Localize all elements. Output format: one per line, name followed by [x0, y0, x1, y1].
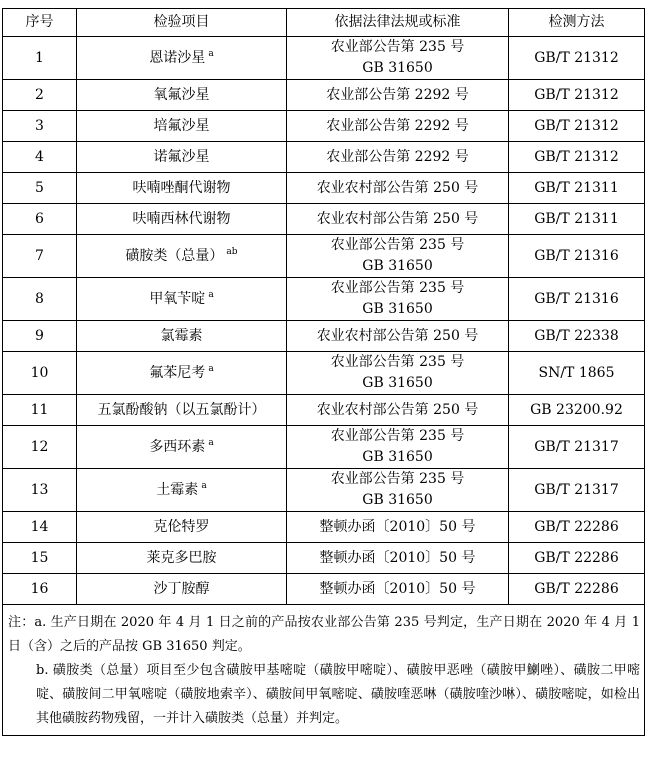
table-row — [3, 321, 645, 352]
table-row — [3, 111, 645, 142]
inspection-item-cell — [77, 426, 287, 469]
test-method-cell: GB/T 22286 — [509, 574, 645, 605]
header-legal-basis: 依据法律法规或标准 — [287, 9, 509, 37]
serial-number-cell: 14 — [3, 512, 77, 543]
footnote-marker: a — [208, 437, 214, 448]
table-row — [3, 37, 645, 80]
legal-basis-line: 农业农村部公告第 250 号 — [316, 401, 479, 418]
inspection-items-document — [2, 8, 644, 736]
legal-basis-line: GB 31650 — [362, 301, 433, 317]
inspection-item-cell — [77, 543, 287, 574]
inspection-item-cell — [77, 352, 287, 395]
test-method-cell: GB/T 21316 — [509, 235, 645, 278]
inspection-item-name: 多西环素 — [149, 438, 206, 455]
legal-basis-cell — [287, 204, 509, 235]
inspection-item-name: 氧氟沙星 — [153, 86, 210, 103]
serial-number-cell: 4 — [3, 142, 77, 173]
footnote-a: 注：a. 生产日期在 2020 年 4 月 1 日之前的产品按农业部公告第 235 号判定，生产日期在 2020 年 4 月 1 日（含）之后的产品按 GB 31650 判定。 — [8, 615, 640, 654]
serial-number-cell: 9 — [3, 321, 77, 352]
table-header-row — [3, 9, 645, 37]
table-row — [3, 512, 645, 543]
header-serial-number: 序号 — [3, 9, 77, 37]
inspection-item-name: 呋喃唑酮代谢物 — [132, 179, 231, 196]
test-method-cell: GB/T 21312 — [509, 111, 645, 142]
serial-number-cell: 6 — [3, 204, 77, 235]
inspection-item-cell — [77, 469, 287, 512]
serial-number-cell: 7 — [3, 235, 77, 278]
legal-basis-line: 整顿办函〔2010〕50 号 — [319, 518, 476, 535]
legal-basis-line: 农业部公告第 235 号 — [330, 280, 465, 296]
inspection-item-name: 五氯酚酸钠（以五氯酚计） — [97, 401, 266, 418]
inspection-item-name: 甲氧苄啶 — [149, 290, 206, 307]
table-row — [3, 204, 645, 235]
legal-basis-line: GB 31650 — [362, 492, 433, 508]
footnote-marker: a — [208, 363, 214, 374]
legal-basis-line: 农业部公告第 2292 号 — [326, 86, 469, 103]
inspection-item-cell — [77, 512, 287, 543]
footnote-marker: a — [208, 48, 214, 59]
inspection-item-name: 呋喃西林代谢物 — [132, 210, 231, 227]
table-row — [3, 352, 645, 395]
legal-basis-cell — [287, 321, 509, 352]
table-row — [3, 395, 645, 426]
table-row — [3, 426, 645, 469]
header-test-method: 检测方法 — [509, 9, 645, 37]
legal-basis-cell — [287, 173, 509, 204]
test-method-cell: GB/T 21312 — [509, 80, 645, 111]
legal-basis-line: 农业部公告第 235 号 — [330, 428, 465, 444]
legal-basis-line: 农业部公告第 2292 号 — [326, 148, 469, 165]
serial-number-cell: 15 — [3, 543, 77, 574]
legal-basis-line: 农业部公告第 235 号 — [330, 471, 465, 487]
inspection-item-name: 土霉素 — [156, 481, 199, 498]
inspection-item-cell — [77, 278, 287, 321]
legal-basis-cell — [287, 111, 509, 142]
table-row — [3, 173, 645, 204]
inspection-item-cell — [77, 80, 287, 111]
serial-number-cell: 2 — [3, 80, 77, 111]
footnote-marker: a — [201, 480, 207, 491]
legal-basis-cell — [287, 80, 509, 111]
footnote-b: b. 磺胺类（总量）项目至少包含磺胺甲基嘧啶（磺胺甲嘧啶）、磺胺甲恶唑（磺胺甲鯻唑）、磺胺二甲嘧啶、磺胺间二甲氧嘧啶（磺胺地索辛）、磺胺间甲氧嘧啶、磺胺喹恶啉（磺胺喹沙啉）、磺胺嘧啶，如检出其他磺胺药物残留，一并计入磺胺类（总量）并判定。 — [36, 663, 640, 726]
table-row — [3, 278, 645, 321]
inspection-item-name: 莱克多巴胺 — [146, 549, 217, 566]
inspection-item-name: 培氟沙星 — [153, 117, 210, 134]
legal-basis-line: GB 31650 — [362, 449, 433, 465]
inspection-item-name: 氯霉素 — [160, 327, 203, 344]
footnote-marker: a — [208, 289, 214, 300]
test-method-cell: GB/T 21311 — [509, 173, 645, 204]
inspection-items-table — [2, 8, 645, 605]
footnote-marker: ab — [226, 246, 238, 257]
legal-basis-cell — [287, 37, 509, 80]
serial-number-cell: 13 — [3, 469, 77, 512]
legal-basis-line: GB 31650 — [362, 258, 433, 274]
legal-basis-cell — [287, 469, 509, 512]
table-row — [3, 235, 645, 278]
inspection-item-cell — [77, 321, 287, 352]
legal-basis-line: 农业农村部公告第 250 号 — [316, 179, 479, 196]
serial-number-cell: 1 — [3, 37, 77, 80]
legal-basis-line: 农业农村部公告第 250 号 — [316, 327, 479, 344]
inspection-item-cell — [77, 37, 287, 80]
table-footnotes — [2, 605, 645, 736]
test-method-cell: GB/T 21312 — [509, 142, 645, 173]
table-row — [3, 469, 645, 512]
serial-number-cell: 11 — [3, 395, 77, 426]
legal-basis-cell — [287, 278, 509, 321]
legal-basis-cell — [287, 142, 509, 173]
inspection-item-cell — [77, 574, 287, 605]
test-method-cell: GB/T 21317 — [509, 469, 645, 512]
legal-basis-line: 农业部公告第 235 号 — [330, 39, 465, 55]
serial-number-cell: 8 — [3, 278, 77, 321]
inspection-item-cell — [77, 395, 287, 426]
table-row — [3, 80, 645, 111]
legal-basis-line: GB 31650 — [362, 60, 433, 76]
test-method-cell: GB/T 21317 — [509, 426, 645, 469]
test-method-cell: GB/T 22286 — [509, 543, 645, 574]
legal-basis-cell — [287, 395, 509, 426]
test-method-cell: GB/T 21311 — [509, 204, 645, 235]
test-method-cell: GB/T 21316 — [509, 278, 645, 321]
inspection-item-cell — [77, 235, 287, 278]
test-method-cell: GB/T 22286 — [509, 512, 645, 543]
serial-number-cell: 5 — [3, 173, 77, 204]
serial-number-cell: 12 — [3, 426, 77, 469]
serial-number-cell: 16 — [3, 574, 77, 605]
inspection-item-name: 磺胺类（总量） — [125, 247, 224, 264]
legal-basis-cell — [287, 235, 509, 278]
test-method-cell: GB 23200.92 — [509, 395, 645, 426]
legal-basis-cell — [287, 512, 509, 543]
legal-basis-line: 农业部公告第 2292 号 — [326, 117, 469, 134]
legal-basis-line: 整顿办函〔2010〕50 号 — [319, 580, 476, 597]
serial-number-cell: 10 — [3, 352, 77, 395]
header-inspection-item: 检验项目 — [77, 9, 287, 37]
legal-basis-line: 农业部公告第 235 号 — [330, 354, 465, 370]
test-method-cell: GB/T 21312 — [509, 37, 645, 80]
test-method-cell: SN/T 1865 — [509, 352, 645, 395]
legal-basis-line: 整顿办函〔2010〕50 号 — [319, 549, 476, 566]
inspection-item-cell — [77, 204, 287, 235]
table-row — [3, 574, 645, 605]
inspection-item-name: 克伦特罗 — [153, 518, 210, 535]
inspection-item-name: 氟苯尼考 — [149, 364, 206, 381]
test-method-cell: GB/T 22338 — [509, 321, 645, 352]
legal-basis-line: 农业部公告第 235 号 — [330, 237, 465, 253]
inspection-item-name: 恩诺沙星 — [149, 49, 206, 66]
inspection-item-cell — [77, 111, 287, 142]
table-row — [3, 142, 645, 173]
legal-basis-line: 农业农村部公告第 250 号 — [316, 210, 479, 227]
legal-basis-cell — [287, 543, 509, 574]
inspection-item-cell — [77, 142, 287, 173]
inspection-item-name: 沙丁胺醇 — [153, 580, 210, 597]
legal-basis-cell — [287, 352, 509, 395]
serial-number-cell: 3 — [3, 111, 77, 142]
inspection-item-name: 诺氟沙星 — [153, 148, 210, 165]
inspection-item-cell — [77, 173, 287, 204]
legal-basis-cell — [287, 426, 509, 469]
legal-basis-line: GB 31650 — [362, 375, 433, 391]
legal-basis-cell — [287, 574, 509, 605]
table-row — [3, 543, 645, 574]
